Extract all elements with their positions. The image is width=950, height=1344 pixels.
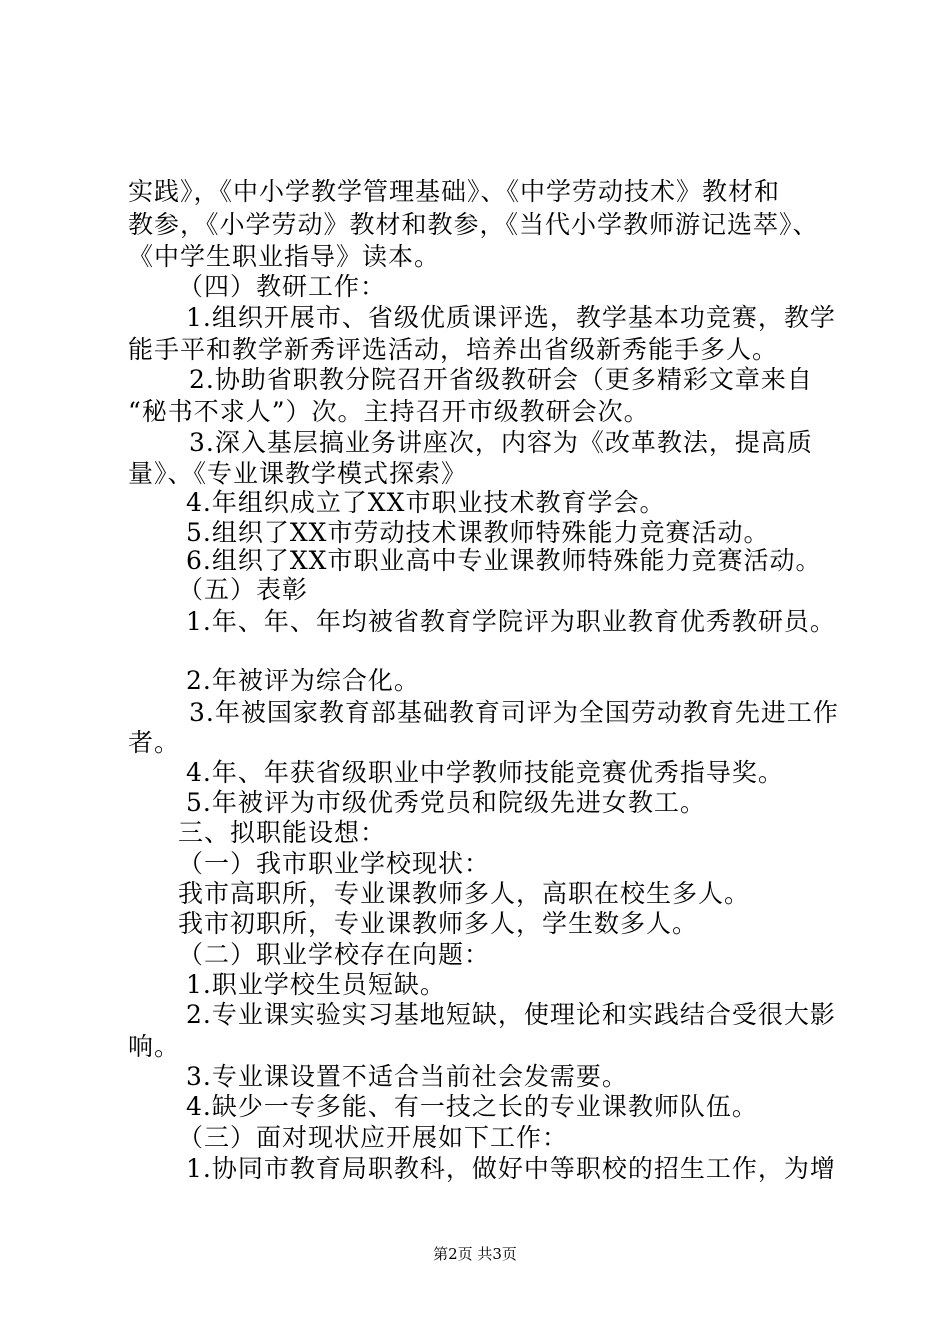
- text-line: 4.年、年获省级职业中学教师技能竞赛优秀指导奖。: [186, 758, 784, 787]
- section-heading: （一）我市职业学校现状：: [178, 849, 491, 878]
- page-footer: 第2页 共3页: [433, 1245, 517, 1263]
- text-line: 《中学生职业指导》读本。: [128, 242, 441, 271]
- text-line: 5.组织了XX市劳动技术课教师特殊能力竞赛活动。: [186, 518, 770, 547]
- text-line: 3.年被国家教育部基础教育司评为全国劳动教育先进工作: [189, 698, 839, 727]
- text-line: 1.组织开展市、省级优质课评选，教学基本功竞赛，教学: [186, 303, 836, 332]
- text-line: 1.协同市教育局职教科，做好中等职校的招生工作，为增: [186, 1154, 836, 1183]
- text-line: 5.年被评为市级优秀党员和院级先进女教工。: [186, 788, 706, 817]
- text-line: 3.专业课设置不适合当前社会发需要。: [186, 1062, 628, 1091]
- text-line: 2.专业课实验实习基地短缺，使理论和实践结合受很大影: [186, 1000, 836, 1029]
- text-line: 能手平和教学新秀评选活动，培养出省级新秀能手多人。: [128, 335, 779, 364]
- section-heading: （五）表彰: [178, 575, 309, 604]
- text-line: 者。: [128, 728, 181, 757]
- text-line: 4.年组织成立了XX市职业技术教育学会。: [186, 488, 666, 517]
- text-line: 6.组织了XX市职业高中专业课教师特殊能力竞赛活动。: [186, 546, 822, 575]
- section-heading: （三）面对现状应开展如下工作：: [178, 1123, 569, 1152]
- text-line: 响。: [128, 1032, 181, 1061]
- text-line: 我市高职所，专业课教师多人，高职在校生多人。: [178, 879, 751, 908]
- text-line: 1.年、年、年均被省教育学院评为职业教育优秀教研员。: [186, 607, 836, 636]
- text-line: 2.年被评为综合化。: [186, 666, 420, 695]
- section-heading: 三、拟职能设想：: [178, 818, 387, 847]
- section-heading: （四）教研工作：: [178, 272, 387, 301]
- text-line: 实践》，《中小学教学管理基础》、《中学劳动技术》教材和: [128, 177, 781, 206]
- text-line: 1.职业学校生员短缺。: [186, 970, 446, 999]
- text-line: 教参，《小学劳动》教材和教参，《当代小学教师游记选萃》、: [128, 210, 819, 239]
- text-line: 3.深入基层搞业务讲座次，内容为《改革教法，提高质: [189, 428, 813, 457]
- text-line: “秘书不求人”）次。主持召开市级教研会次。: [128, 397, 650, 426]
- text-line: 我市初职所，专业课教师多人，学生数多人。: [178, 909, 699, 938]
- text-line: 2.协助省职教分院召开省级教研会（更多精彩文章来自: [189, 365, 813, 394]
- section-heading: （二）职业学校存在向题：: [178, 940, 491, 969]
- text-line: 4.缺少一专多能、有一技之长的专业课教师队伍。: [186, 1092, 758, 1121]
- text-line: 量》、《专业课教学模式探索》: [128, 459, 468, 488]
